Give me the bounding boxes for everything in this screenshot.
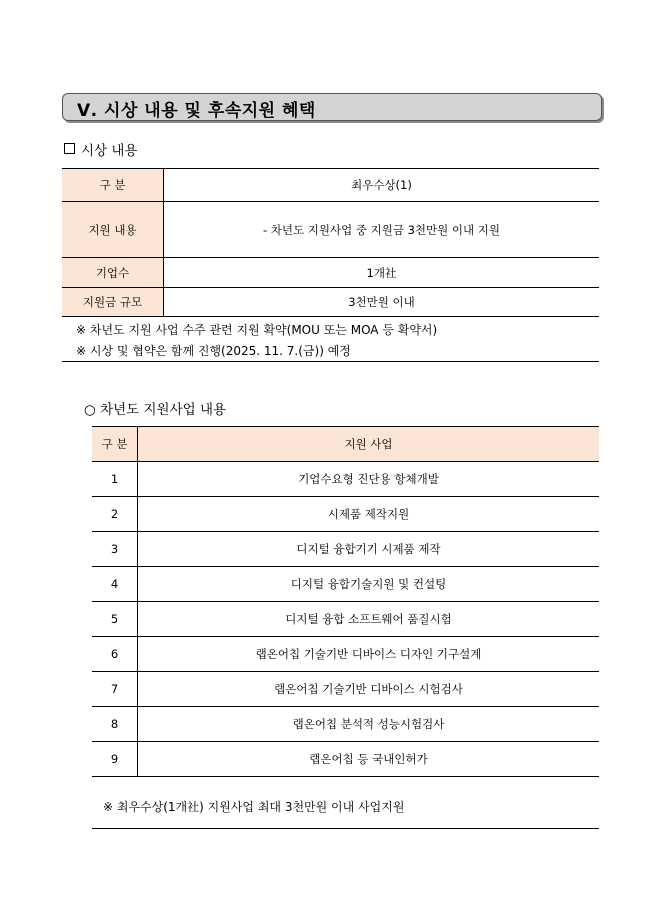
row-number: 8: [92, 707, 138, 742]
row-number: 6: [92, 637, 138, 672]
table-row: [92, 532, 599, 567]
table-header-row: [92, 427, 599, 462]
award-table: [62, 168, 599, 317]
table-row: [92, 567, 599, 602]
row-program: 시제품 제작지원: [138, 497, 600, 532]
row-program: 기업수요형 진단용 항체개발: [138, 462, 600, 497]
row-number: 5: [92, 602, 138, 637]
divider: [92, 828, 599, 829]
row-value: 1개社: [164, 258, 600, 288]
row-label: 구 분: [62, 169, 164, 202]
row-number: 1: [92, 462, 138, 497]
checkbox-square-icon: [64, 143, 75, 154]
table-row: [92, 707, 599, 742]
row-program: 랩온어칩 기술기반 디바이스 시험검사: [138, 672, 600, 707]
row-number: 4: [92, 567, 138, 602]
section2-title: ○ 차년도 지원사업 내용: [84, 402, 227, 418]
table-row: [62, 169, 599, 202]
row-label: 지원 내용: [62, 202, 164, 258]
table-row: [62, 202, 599, 258]
row-number: 2: [92, 497, 138, 532]
row-number: 7: [92, 672, 138, 707]
divider: [62, 361, 599, 362]
row-label: 지원금 규모: [62, 288, 164, 317]
support-table: [92, 426, 599, 777]
row-number: 9: [92, 742, 138, 777]
section1-title: 시상 내용: [81, 143, 138, 159]
table-row: [92, 462, 599, 497]
section-heading: Ⅴ. 시상 내용 및 후속지원 혜택: [77, 101, 316, 121]
section2-note: ※ 최우수상(1개社) 지원사업 최대 3천만원 이내 사업지원: [103, 800, 405, 814]
row-program: 디지털 융합기기 시제품 제작: [138, 532, 600, 567]
row-program: 랩온어칩 기술기반 디바이스 디자인 기구설계: [138, 637, 600, 672]
row-program: 랩온어칩 분석적 성능시험검사: [138, 707, 600, 742]
row-number: 3: [92, 532, 138, 567]
table-row: [62, 258, 599, 288]
table-row: [92, 672, 599, 707]
header-cell: 지원 사업: [138, 427, 600, 462]
section1-title-row: [64, 139, 137, 159]
row-program: 랩온어칩 등 국내인허가: [138, 742, 600, 777]
row-program: 디지털 융합기술지원 및 컨설팅: [138, 567, 600, 602]
row-value: - 차년도 지원사업 중 지원금 3천만원 이내 지원: [164, 202, 600, 258]
row-program: 디지털 융합 소프트웨어 품질시험: [138, 602, 600, 637]
row-value: 3천만원 이내: [164, 288, 600, 317]
table-row: [92, 497, 599, 532]
table-row: [62, 288, 599, 317]
section1-note: ※ 시상 및 협약은 함께 진행(2025. 11. 7.(금)) 예정: [76, 344, 351, 358]
table-row: [92, 742, 599, 777]
table-row: [92, 637, 599, 672]
table-row: [92, 602, 599, 637]
section-heading-box: [62, 93, 602, 121]
section1-note: ※ 차년도 지원 사업 수주 관련 지원 확약(MOU 또는 MOA 등 확약서): [76, 323, 438, 337]
header-cell: 구 분: [92, 427, 138, 462]
row-label: 기업수: [62, 258, 164, 288]
row-value: 최우수상(1): [164, 169, 600, 202]
